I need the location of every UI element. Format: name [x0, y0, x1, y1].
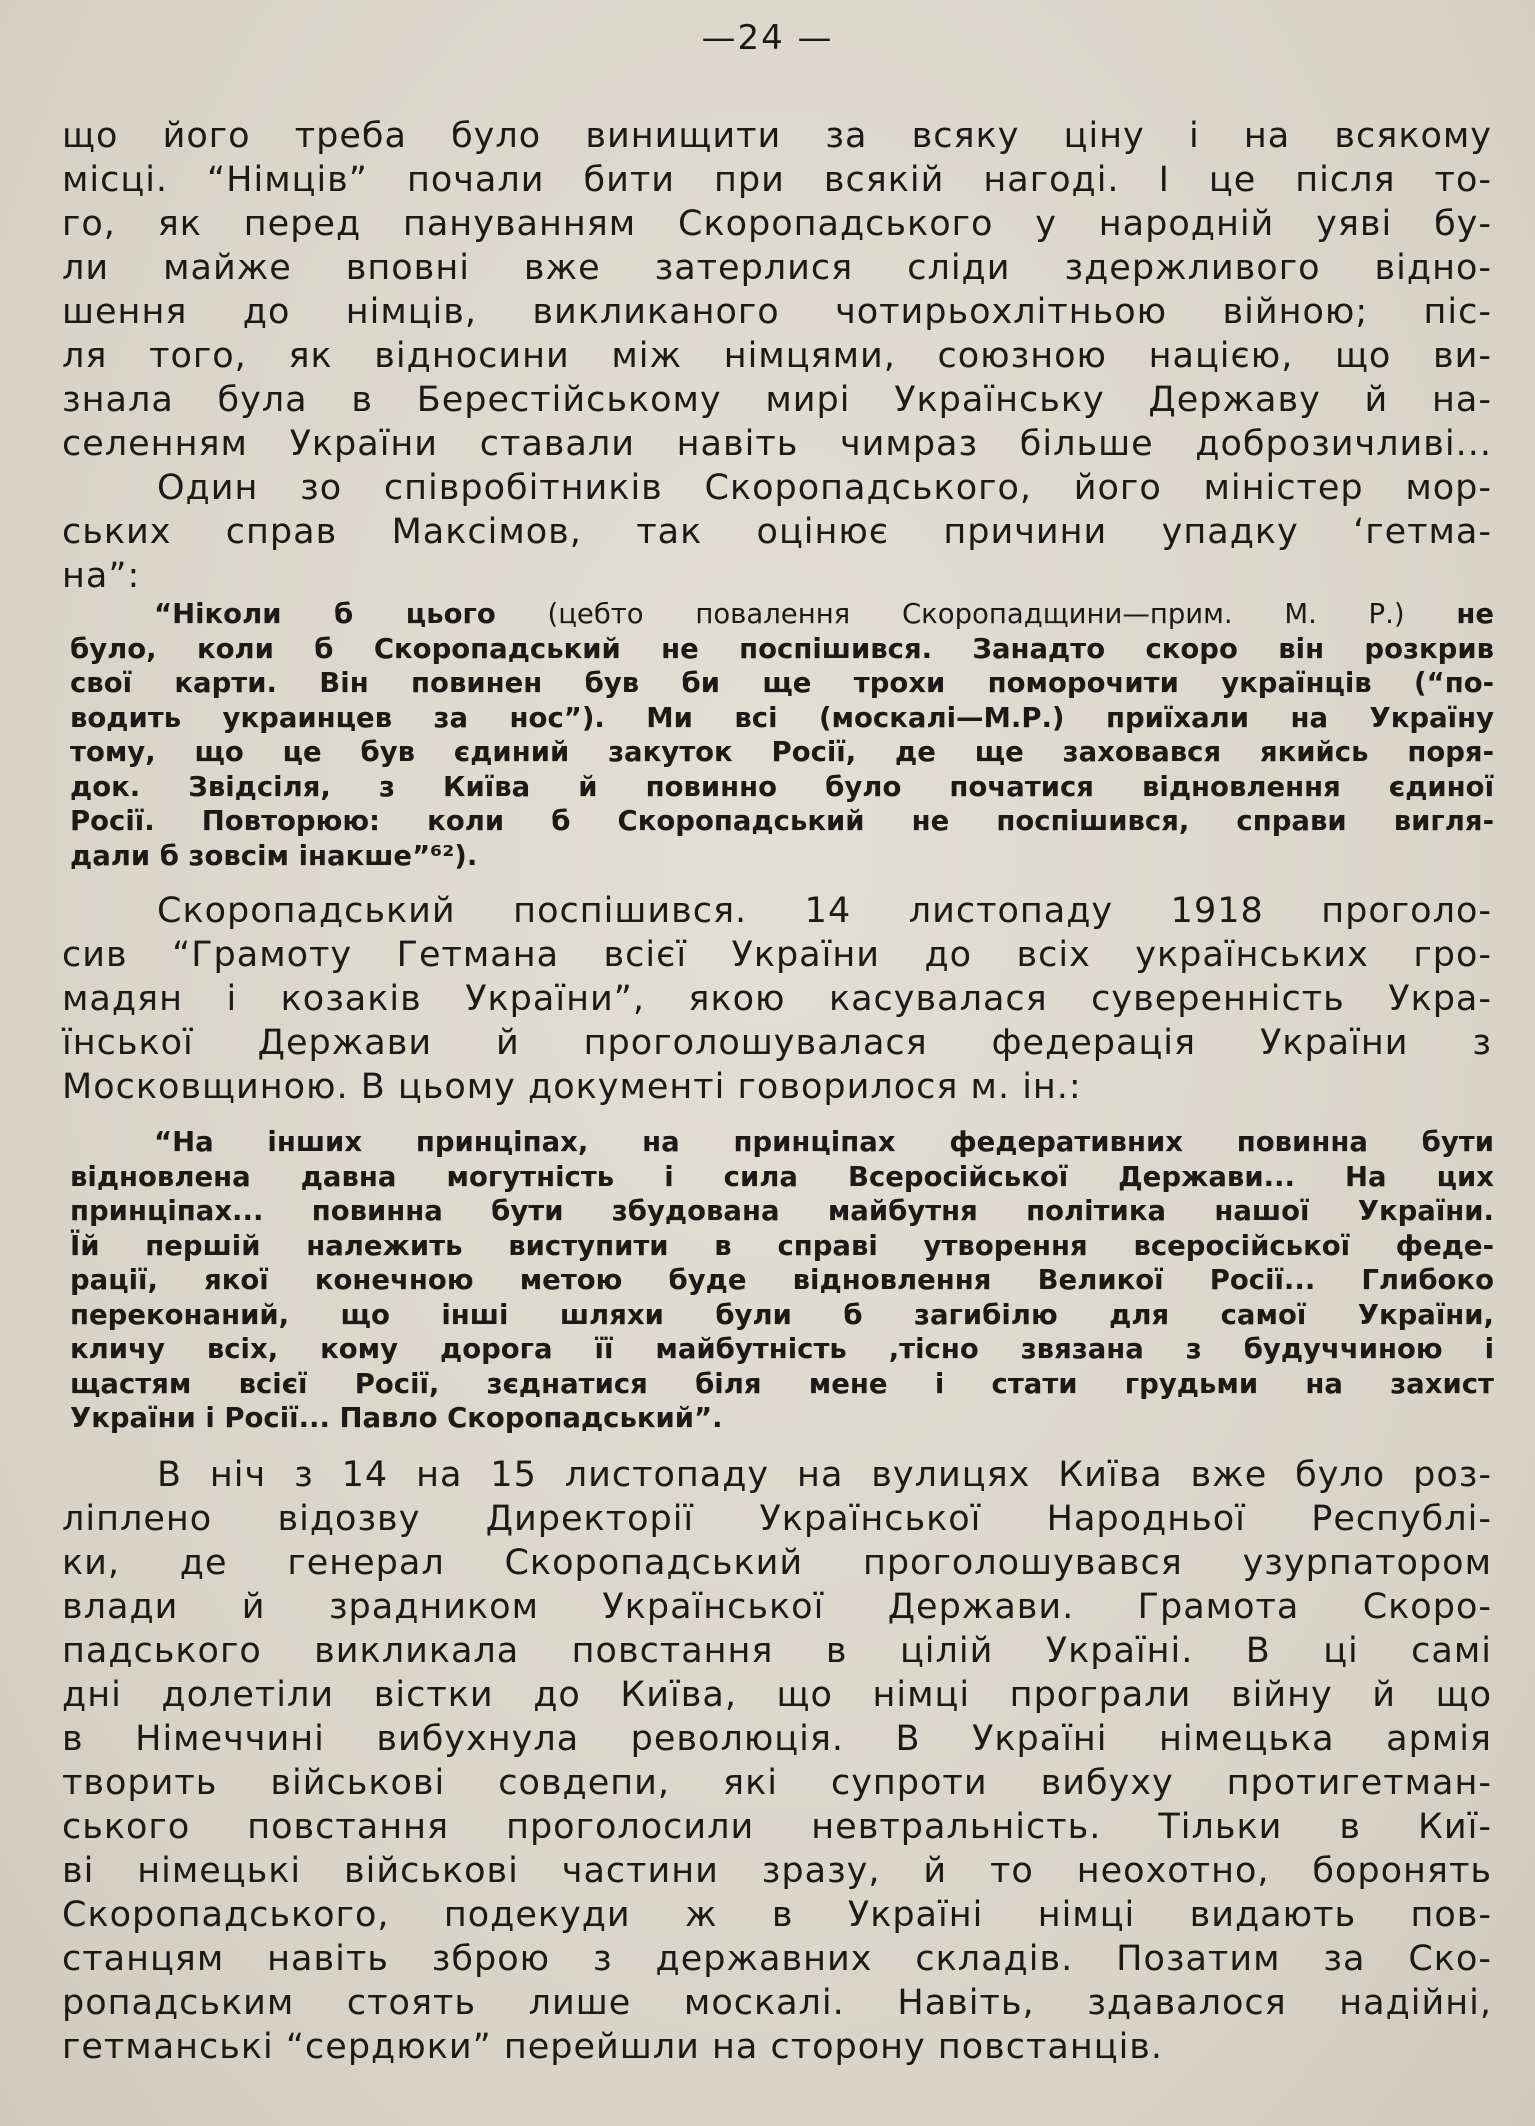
text-line: ли майже вповні вже затерлися сліди здержливого відно-	[62, 248, 1492, 288]
paragraph-4	[62, 1453, 1492, 2069]
quote-line: Їй першій належить виступити в справі утворення всеросійської феде-	[70, 1229, 1494, 1262]
quote-line: “На інших принціпах, на принціпах федеративних повинна бути	[154, 1126, 1494, 1158]
quote-line: щастям всієї Росії, зєднатися біля мене і стати грудьми на захист	[70, 1367, 1494, 1400]
quote-line: переконаний, що інші шляхи були б загибілю для самої України,	[70, 1298, 1494, 1331]
quote-line: принціпах... повинна бути збудована майбутня політика нашої України.	[70, 1195, 1494, 1227]
quote-editorial-note: (цебто повалення Скоропадщини—прим. М. Р.)	[495, 598, 1457, 630]
text-line: дні долетіли вістки до Київа, що німці програли війну й що	[62, 1675, 1492, 1715]
text-line: Скоропадський поспішився. 14 листопаду 1918 проголо-	[157, 891, 1492, 931]
text-line: ських справ Максімов, так оцінює причини упадку ‘гетма-	[62, 512, 1492, 552]
text-line: ля того, як відносини між німцями, союзною нацією, що ви-	[62, 336, 1492, 376]
text-line: на”:	[62, 556, 141, 596]
quote-line: Росії. Повторюю: коли б Скоропадський не поспішився, справи вигля-	[70, 805, 1494, 837]
page-number: —24 —	[701, 18, 834, 58]
text-line: в Німеччині вибухнула революція. В Україні німецька армія	[62, 1719, 1492, 1759]
quote-line: було, коли б Скоропадський не поспішився. Занадто скоро він розкрив	[70, 632, 1494, 665]
text-line: їнської Держави й проголошувалася федерація України з	[62, 1023, 1492, 1063]
paragraph-3	[62, 889, 1492, 1109]
quote-line: дали б зовсім інакше”⁶²).	[70, 839, 478, 872]
text-line: ві німецькі військові частини зразу, й то неохотно, боронять	[62, 1851, 1492, 1891]
quote-2	[70, 1125, 1494, 1436]
paragraph-2	[62, 466, 1492, 598]
quote-line: док. Звідсіля, з Київа й повинно було початися відновлення єдиної	[70, 770, 1494, 803]
text-line: знала була в Берестійському мирі Українську Державу й на-	[62, 380, 1492, 420]
text-line: ки, де генерал Скоропадський проголошувався узурпатором	[62, 1543, 1492, 1583]
text-line: станцям навіть зброю з державних складів. Позатим за Ско-	[62, 1939, 1492, 1979]
quote-line: рації, якої конечною метою буде відновлення Великої Росії... Глибоко	[70, 1264, 1494, 1296]
text-line: селенням України ставали навіть чимраз більше доброзичливі...	[62, 424, 1492, 464]
text-line: Один зо співробітників Скоропадського, його міністер мор-	[157, 468, 1492, 508]
quote-line: кличу всіх, кому дорога її майбутність ,тісно звязана з будуччиною і	[70, 1333, 1494, 1365]
quote-line: України і Росії... Павло Скоропадський”.	[70, 1402, 723, 1434]
text-line: місці. “Німців” почали бити при всякій нагоді. І це після то-	[62, 160, 1492, 200]
text-line: творить військові совдепи, які супроти вибуху протигетман-	[62, 1763, 1492, 1803]
text-line: Московщиною. В цьому документі говорилося м. ін.:	[62, 1067, 1082, 1107]
quote-line: відновлена давна могутність і сила Всеросійської Держави... На цих	[70, 1160, 1494, 1193]
quote-bold-text: не	[1456, 598, 1494, 630]
quote-line: водить украинцев за нос”). Ми всі (москалі—М.Р.) приїхали на Україну	[70, 701, 1494, 734]
text-line: мадян і козаків України”, якою касувалася суверенність Укра-	[62, 979, 1492, 1019]
text-line: шення до німців, викликаного чотирьохлітньою війною; піс-	[62, 292, 1492, 332]
paragraph-1	[62, 114, 1492, 466]
text-line: що його треба було винищити за всяку ціну і на всякому	[62, 116, 1492, 156]
text-line: падського викликала повстання в цілій Україні. В ці самі	[62, 1631, 1492, 1671]
quote-line: тому, що це був єдиний закуток Росії, де ще заховався якийсь поря-	[70, 736, 1494, 768]
text-line: влади й зрадником Української Держави. Грамота Скоро-	[62, 1587, 1492, 1627]
text-line: В ніч з 14 на 15 листопаду на вулицях Київа вже було роз-	[157, 1455, 1492, 1495]
text-line: ліплено відозву Директорії Української Народньої Республі-	[62, 1499, 1492, 1539]
text-line: ського повстання проголосили невтральність. Тільки в Киї-	[62, 1807, 1492, 1847]
quote-bold-text: “Ніколи б цього	[154, 598, 496, 630]
quote-line	[70, 597, 1494, 632]
text-line: Скоропадського, подекуди ж в Україні німці видають пов-	[62, 1895, 1492, 1935]
text-line: гетманські “сердюки” перейшли на сторону повстанців.	[62, 2027, 1164, 2067]
text-line: го, як перед пануванням Скоропадського у народній уяві бу-	[62, 204, 1492, 244]
quote-1	[70, 597, 1494, 873]
quote-line: свої карти. Він повинен був би ще трохи поморочити українців (“по-	[70, 667, 1494, 699]
text-line: ропадським стоять лише москалі. Навіть, здавалося надійні,	[62, 1983, 1492, 2023]
text-line: сив “Грамоту Гетмана всієї України до всіх українських гро-	[62, 935, 1492, 975]
